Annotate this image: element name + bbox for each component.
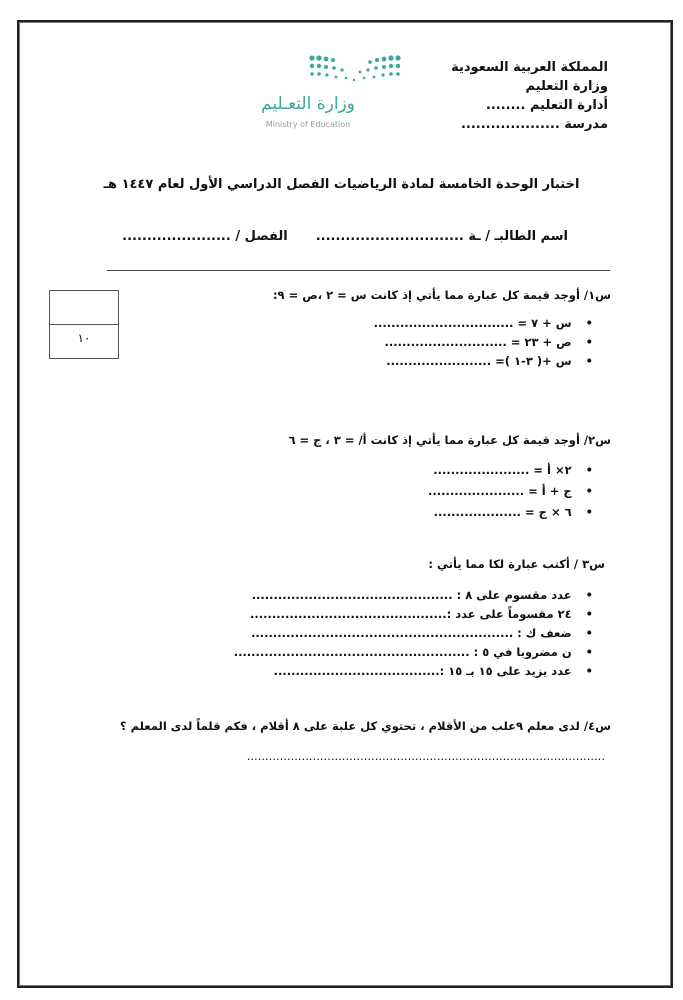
header-block xyxy=(451,58,608,134)
list-item[interactable]: • ٢٤ مقسوماً على عدد :............................................. xyxy=(234,605,593,624)
header-line: وزارة التعليم xyxy=(525,79,608,94)
ministry-logo xyxy=(250,50,410,140)
list-item[interactable]: • ٦ × ج = .................... xyxy=(428,502,593,523)
student-info-row xyxy=(94,229,568,244)
student-name-field[interactable]: اسم الطالبـ / ـة .............................. xyxy=(315,229,568,244)
list-item[interactable]: • ص + ٢٣ = ............................ xyxy=(374,333,593,352)
header-line: مدرسة .................... xyxy=(460,117,608,132)
divider-line xyxy=(107,270,610,271)
question-4-answer-line[interactable]: .................................................................................................. xyxy=(246,749,605,763)
score-total: ١٠ xyxy=(77,331,91,345)
list-item[interactable]: • عدد يزيد على ١٥ بـ ١٥ :...................................... xyxy=(234,662,593,681)
list-item[interactable]: • ٢× أ = ...................... xyxy=(428,460,593,481)
list-item[interactable]: • ج + أ = ...................... xyxy=(428,481,593,502)
question-1-prompt: س١/ أوجد قيمة كل عبارة مما يأتي إذ كانت س = ٢ ،ص = ٩: xyxy=(272,288,611,302)
question-1-items xyxy=(374,314,593,371)
header-line: المملكة العربية السعودية xyxy=(451,60,608,75)
question-3-prompt: س٣ / أكتب عبارة لكا مما يأتي : xyxy=(428,557,605,571)
exam-title: اختبار الوحدة الخامسة لمادة الرياضيات الفصل الدراسي الأول لعام ١٤٤٧ هـ xyxy=(103,177,580,192)
question-2-items xyxy=(428,460,593,523)
question-3-items xyxy=(234,586,593,681)
score-box xyxy=(49,290,119,359)
logo-arabic-text: وزارة التعـليم xyxy=(261,94,355,114)
class-field[interactable]: الفصل / ...................... xyxy=(122,229,288,244)
score-divider xyxy=(50,324,118,325)
list-item[interactable]: • ن مضروبا في ٥ : ...................................................... xyxy=(234,643,593,662)
list-item[interactable]: • ضعف ك : ............................................................ xyxy=(234,624,593,643)
list-item[interactable]: • س +( ٣-١ )= ........................ xyxy=(374,352,593,371)
list-item[interactable]: • س + ٧ = ................................ xyxy=(374,314,593,333)
list-item[interactable]: • عدد مقسوم على ٨ : .............................................. xyxy=(234,586,593,605)
question-4-prompt: س٤/ لدى معلم ٩علب من الأقلام ، تحتوي كل علبة على ٨ أقلام ، فكم قلماً لدى المعلم ؟ xyxy=(119,719,611,733)
header-line: أدارة التعليم ........ xyxy=(485,98,608,113)
logo-english-text: Ministry of Education xyxy=(265,120,351,129)
logo-dots-icon xyxy=(250,50,410,90)
question-2-prompt: س٢/ أوجد قيمة كل عبارة مما يأتي إذ كانت أ/ = ٣ ، ج = ٦ xyxy=(288,433,611,447)
